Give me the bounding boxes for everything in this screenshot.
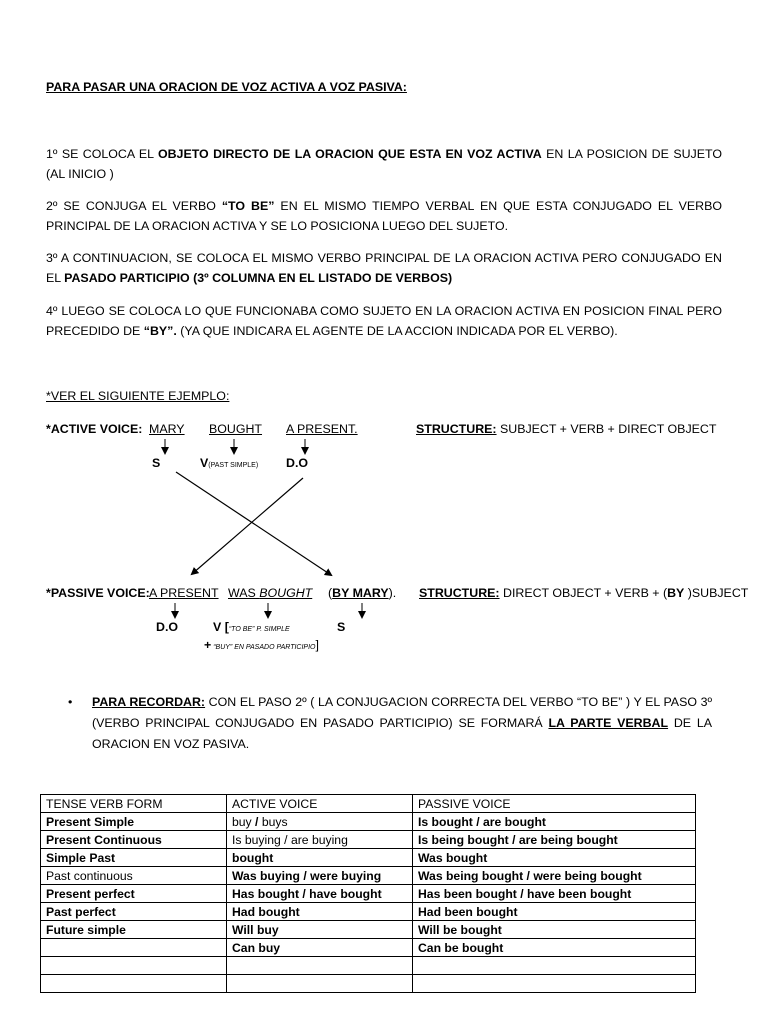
table-cell: Can buy bbox=[227, 939, 413, 957]
table-cell bbox=[41, 957, 227, 975]
passive-word-by-mary: (BY MARY). bbox=[328, 586, 397, 600]
step-4: 4º LUEGO SE COLOCA LO QUE FUNCIONABA COMO SUJETO EN LA ORACION ACTIVA EN POSICION FINAL PERO PRECEDIDO DE “BY”. (YA QUE INDICARA EL AGENTE DE LA ACCION INDICADA POR EL VERBO). bbox=[46, 304, 722, 338]
table-row bbox=[41, 867, 696, 885]
table-header-cell: ACTIVE VOICE bbox=[227, 795, 413, 813]
passive-voice-label: *PASSIVE VOICE: bbox=[46, 586, 150, 600]
table-cell: Was being bought / were being bought bbox=[413, 867, 696, 885]
passive-word-was-bought: WAS BOUGHT bbox=[228, 586, 313, 600]
table-cell: Has been bought / have been bought bbox=[413, 885, 696, 903]
table-cell: Was buying / were buying bbox=[227, 867, 413, 885]
voice-table bbox=[40, 794, 696, 993]
table-header-row bbox=[41, 795, 696, 813]
active-voice-label: *ACTIVE VOICE: bbox=[46, 422, 143, 436]
table-cell: Was bought bbox=[413, 849, 696, 867]
table-row bbox=[41, 975, 696, 993]
passive-word-present: A PRESENT bbox=[149, 586, 219, 600]
table-cell: Present perfect bbox=[41, 885, 227, 903]
active-word-present: A PRESENT. bbox=[286, 422, 358, 436]
table-cell: Had been bought bbox=[413, 903, 696, 921]
table-row bbox=[41, 903, 696, 921]
passive-tag-do: D.O bbox=[156, 620, 179, 634]
table-header-cell: TENSE VERB FORM bbox=[41, 795, 227, 813]
table-cell: Past perfect bbox=[41, 903, 227, 921]
table-row bbox=[41, 813, 696, 831]
table-row bbox=[41, 939, 696, 957]
table-cell: Future simple bbox=[41, 921, 227, 939]
table-header-cell: PASSIVE VOICE bbox=[413, 795, 696, 813]
table-row bbox=[41, 831, 696, 849]
active-tag-s: S bbox=[152, 456, 161, 470]
table-cell: Can be bought bbox=[413, 939, 696, 957]
table-cell bbox=[41, 939, 227, 957]
table-cell: Will be bought bbox=[413, 921, 696, 939]
table-cell bbox=[227, 957, 413, 975]
step-2: 2º SE CONJUGA EL VERBO “TO BE” EN EL MISMO TIEMPO VERBAL EN QUE ESTA CONJUGADO EL VERBO PRINCIPAL DE LA ORACION ACTIVA Y SE LO POSICIONA LUEGO DEL SUJETO. bbox=[46, 199, 722, 233]
table-cell: Will buy bbox=[227, 921, 413, 939]
table-cell: Present Simple bbox=[41, 813, 227, 831]
page-heading: PARA PASAR UNA ORACION DE VOZ ACTIVA A VOZ PASIVA: bbox=[46, 80, 407, 94]
table-row bbox=[41, 885, 696, 903]
table-cell bbox=[41, 975, 227, 993]
table-cell: Is buying / are buying bbox=[227, 831, 413, 849]
example-title: *VER EL SIGUIENTE EJEMPLO: bbox=[46, 389, 230, 403]
table-cell: Had bought bbox=[227, 903, 413, 921]
remember-bullet: • bbox=[68, 695, 73, 709]
table-cell: Simple Past bbox=[41, 849, 227, 867]
table-cell: Past continuous bbox=[41, 867, 227, 885]
table-cell: Present Continuous bbox=[41, 831, 227, 849]
table-row bbox=[41, 957, 696, 975]
active-structure: STRUCTURE: SUBJECT + VERB + DIRECT OBJECT bbox=[416, 422, 717, 436]
active-word-bought: BOUGHT bbox=[209, 422, 263, 436]
table-cell: Is being bought / are being bought bbox=[413, 831, 696, 849]
table-row bbox=[41, 921, 696, 939]
passive-structure: STRUCTURE: DIRECT OBJECT + VERB + (BY )SUBJECT bbox=[419, 586, 749, 600]
table-row bbox=[41, 849, 696, 867]
passive-tag-s: S bbox=[337, 620, 346, 634]
active-tag-v: V(PAST SIMPLE) bbox=[200, 456, 259, 470]
table-cell: Is bought / are bought bbox=[413, 813, 696, 831]
table-cell: bought bbox=[227, 849, 413, 867]
table-cell bbox=[227, 975, 413, 993]
step-1: 1º SE COLOCA EL OBJETO DIRECTO DE LA ORACION QUE ESTA EN VOZ ACTIVA EN LA POSICION DE SUJETO (AL INICIO ) bbox=[46, 147, 722, 181]
remember-note: PARA RECORDAR: CON EL PASO 2º ( LA CONJUGACION CORRECTA DEL VERBO “TO BE” ) Y EL PASO 3º (VERBO PRINCIPAL CONJUGADO EN PASADO PARTICIPIO) SE FORMARÁ LA PARTE VERBAL DE LA ORACION EN VOZ PASIVA. bbox=[92, 695, 713, 751]
passive-tag-plus: + “BUY” EN PASADO PARTICIPIO] bbox=[204, 638, 319, 652]
cross-arrow-subject bbox=[176, 472, 331, 575]
table-cell: buy / buys bbox=[227, 813, 413, 831]
table-cell: Has bought / have bought bbox=[227, 885, 413, 903]
table-cell bbox=[413, 957, 696, 975]
table-cell bbox=[413, 975, 696, 993]
passive-tag-v: V [“TO BE” P. SIMPLE bbox=[213, 620, 290, 634]
cross-arrow-object bbox=[192, 478, 303, 574]
active-word-mary: MARY bbox=[149, 422, 185, 436]
step-3: 3º A CONTINUACION, SE COLOCA EL MISMO VERBO PRINCIPAL DE LA ORACION ACTIVA PERO CONJUGADO EN EL PASADO PARTICIPIO (3º COLUMNA EN EL LISTADO DE VERBOS) bbox=[46, 251, 722, 285]
active-tag-do: D.O bbox=[286, 456, 309, 470]
